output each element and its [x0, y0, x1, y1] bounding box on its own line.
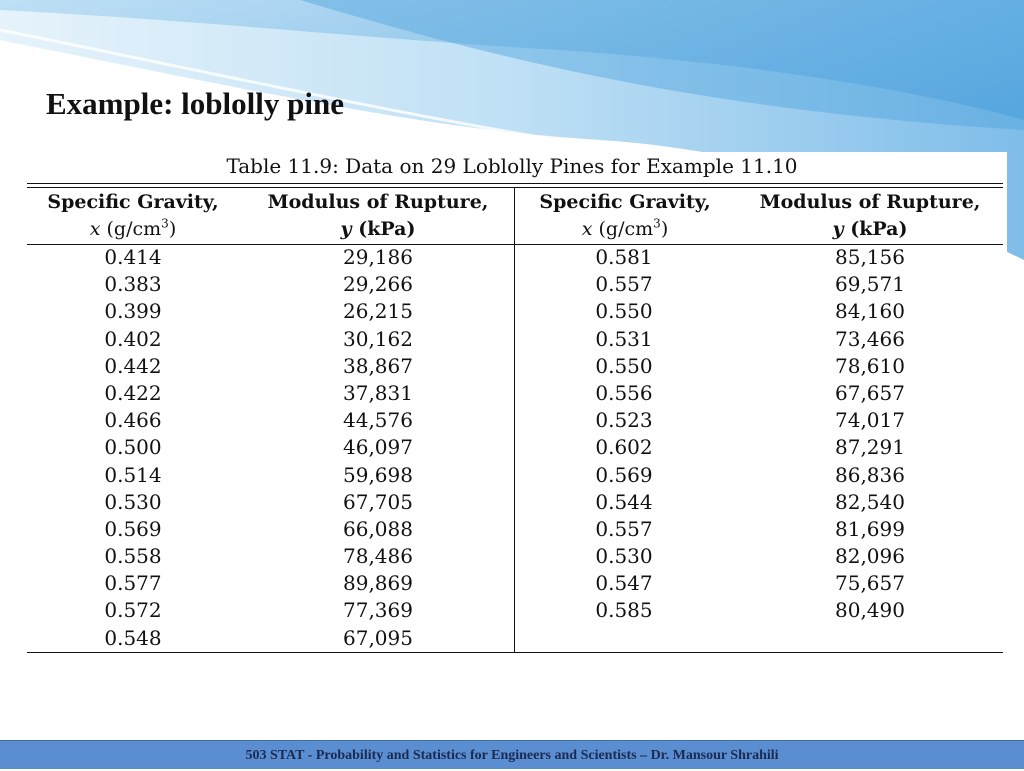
table-cell-specific-gravity: 0.569 [104, 516, 162, 541]
table-cell-modulus: 67,657 [835, 380, 905, 405]
table-cell-specific-gravity: 0.569 [595, 462, 653, 487]
table-cell-modulus: 26,215 [343, 299, 413, 324]
table-cell-modulus: 84,160 [835, 299, 905, 324]
table-cell-specific-gravity: 0.530 [595, 544, 653, 569]
table-cell-modulus: 89,869 [343, 571, 413, 596]
table-cell-modulus: 66,088 [343, 516, 413, 541]
data-table [17, 152, 1007, 662]
table-cell-modulus: 82,096 [835, 544, 905, 569]
table-cell-modulus: 78,486 [343, 544, 413, 569]
table-cell-modulus: 67,095 [343, 625, 413, 650]
table-cell-modulus: 78,610 [835, 353, 905, 378]
slide-title: Example: loblolly pine [46, 86, 344, 121]
table-cell-specific-gravity: 0.557 [595, 516, 653, 541]
table-cell-specific-gravity: 0.422 [104, 380, 162, 405]
table-cell-specific-gravity: 0.557 [595, 272, 653, 297]
table-cell-modulus: 44,576 [343, 408, 413, 433]
table-cell-specific-gravity: 0.602 [595, 435, 653, 460]
table-cell-modulus: 82,540 [835, 489, 905, 514]
footer-bar [0, 740, 1024, 769]
table-cell-specific-gravity: 0.399 [104, 299, 162, 324]
table-cell-specific-gravity: 0.414 [104, 245, 162, 269]
table-caption: Table 11.9: Data on 29 Loblolly Pines for Example 11.10 [226, 154, 798, 178]
column-right-x [574, 244, 674, 625]
table-cell-modulus: 37,831 [343, 380, 413, 405]
table-cell-specific-gravity: 0.466 [104, 408, 162, 433]
table-cell-specific-gravity: 0.550 [595, 299, 653, 324]
table-cell-modulus: 67,705 [343, 489, 413, 514]
table-cell-specific-gravity: 0.383 [104, 272, 162, 297]
table-cell-specific-gravity: 0.530 [104, 489, 162, 514]
table-cell-specific-gravity: 0.514 [104, 462, 162, 487]
table-cell-specific-gravity: 0.577 [104, 571, 162, 596]
table-cell-modulus: 75,657 [835, 571, 905, 596]
top-rule-inner [27, 187, 1003, 188]
table-cell-specific-gravity: 0.402 [104, 326, 162, 351]
table-cell-specific-gravity: 0.556 [595, 380, 653, 405]
table-cell-specific-gravity: 0.531 [595, 326, 653, 351]
bottom-rule [27, 652, 1003, 653]
table-cell-specific-gravity: 0.544 [595, 489, 653, 514]
center-divider [514, 187, 515, 653]
table-cell-modulus: 30,162 [343, 326, 413, 351]
table-cell-specific-gravity: 0.547 [595, 571, 653, 596]
footer-text: 503 STAT - Probability and Statistics for Engineers and Scientists – Dr. Mansour Shrahili [245, 748, 779, 763]
table-cell-modulus: 59,698 [343, 462, 413, 487]
table-cell-modulus: 86,836 [835, 462, 905, 487]
table-cell-specific-gravity: 0.558 [104, 544, 162, 569]
table-cell-modulus: 87,291 [835, 435, 905, 460]
table-cell-specific-gravity: 0.585 [595, 598, 653, 623]
table-cell-modulus: 38,867 [343, 353, 413, 378]
table-cell-specific-gravity: 0.550 [595, 353, 653, 378]
table-cell-specific-gravity: 0.442 [104, 353, 162, 378]
table-cell-specific-gravity: 0.572 [104, 598, 162, 623]
table-cell-specific-gravity: 0.548 [104, 625, 162, 650]
column-left-y [323, 244, 433, 652]
table-cell-modulus: 69,571 [835, 272, 905, 297]
header-modulus-left: Modulus of Rupture, y (kPa) [267, 191, 489, 240]
top-rule [27, 183, 1003, 184]
header-modulus-right: Modulus of Rupture, y (kPa) [759, 191, 981, 240]
table-cell-modulus: 46,097 [343, 435, 413, 460]
table-cell-modulus: 81,699 [835, 516, 905, 541]
table-cell-specific-gravity: 0.523 [595, 408, 653, 433]
table-cell-specific-gravity: 0.581 [595, 245, 653, 269]
table-cell-modulus: 77,369 [343, 598, 413, 623]
table-cell-modulus: 73,466 [835, 326, 905, 351]
table-cell-modulus: 74,017 [835, 408, 905, 433]
table-cell-specific-gravity: 0.500 [104, 435, 162, 460]
table-cell-modulus: 29,266 [343, 272, 413, 297]
table-cell-modulus: 29,186 [343, 245, 413, 269]
header-specific-gravity-right: Specific Gravity, x $(g/cm^3)$ [539, 191, 711, 240]
table-cell-modulus: 80,490 [835, 598, 905, 623]
column-right-y [815, 244, 925, 625]
column-left-x [83, 244, 183, 652]
table-cell-modulus: 85,156 [835, 245, 905, 269]
header-specific-gravity-left: Specific Gravity, x $(g/cm^3)$ [47, 191, 219, 240]
